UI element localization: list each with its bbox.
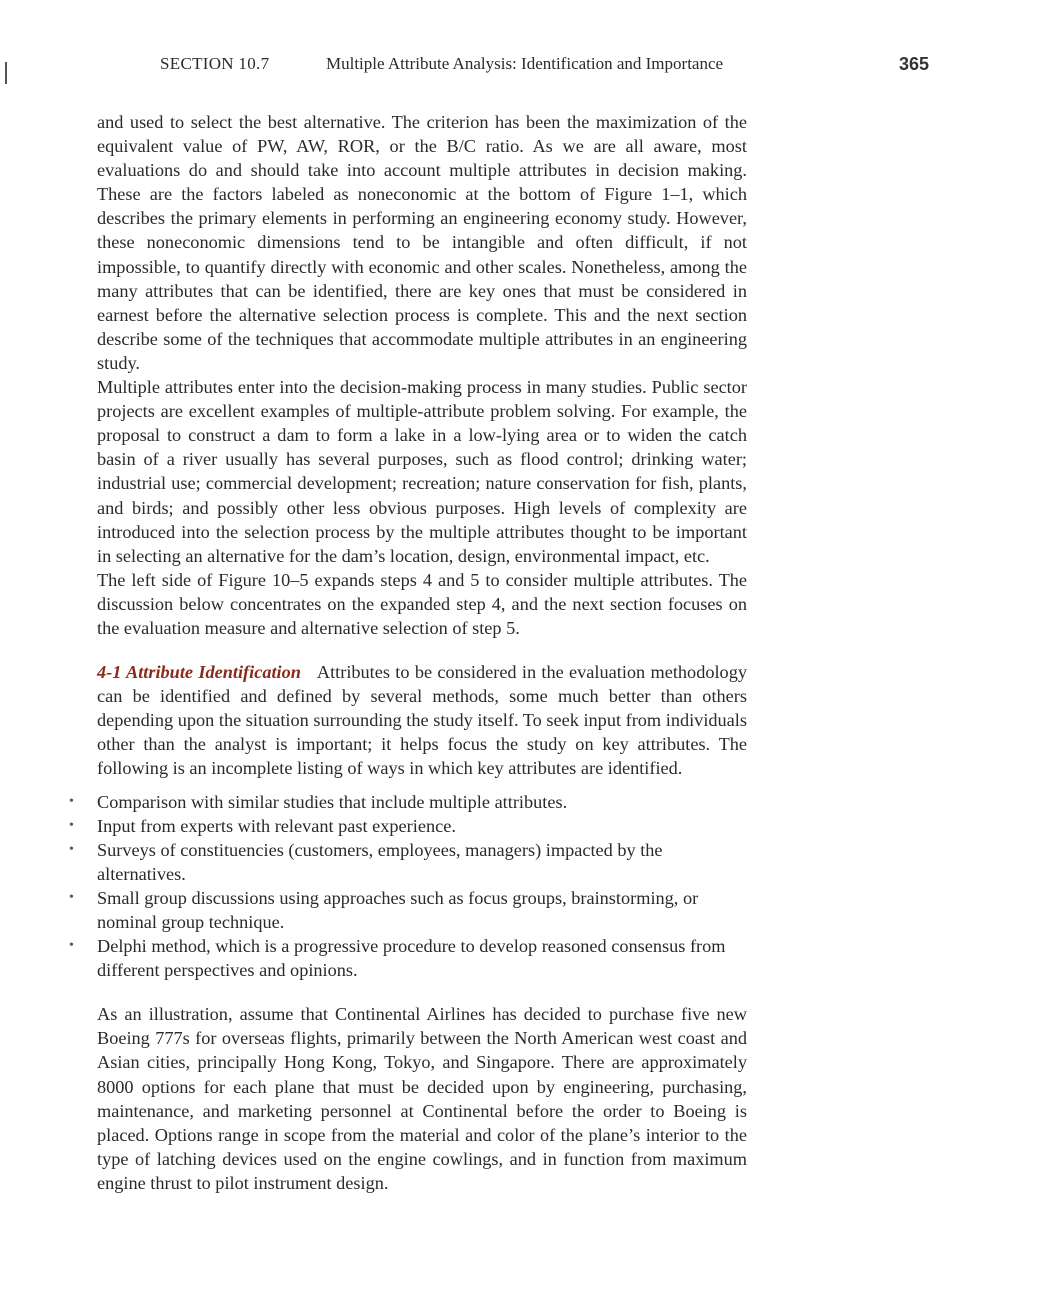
list-item — [69, 934, 747, 982]
running-head — [0, 52, 1040, 76]
paragraph-4-text: Attributes to be considered in the evaluation methodology can be identified and defined by several methods, some much better than others depending upon the situation surrounding the study itself. To seek input from individuals other than the analyst is important; it helps focus the study on key attributes. The following is an incomplete listing of ways in which key attributes are identified. — [97, 662, 747, 779]
bullet-icon: • — [69, 938, 74, 954]
paragraph-5-text: As an illustration, assume that Continental Airlines has decided to purchase five new Boeing 777s for overseas flights, primarily between the North American west coast and Asian cities, principally Hong Kong, Tokyo, and Singapore. There are approximately 8000 options for each plane that must be decided upon by engineering, purchasing, maintenance, and marketing personnel at Continental before the order to Boeing is placed. Options range in scope from the material and color of the plane’s interior to the type of latching devices used on the engine cowlings, and in function from maximum engine thrust to pilot instrument design. — [97, 1004, 747, 1193]
list-item-text: Input from experts with relevant past experience. — [97, 815, 456, 836]
section-label: SECTION 10.7 — [160, 54, 270, 73]
body-text — [69, 110, 747, 1195]
list-item-text: Surveys of constituencies (customers, employees, managers) impacted by the alternatives. — [97, 839, 663, 884]
paragraph-2-text: Multiple attributes enter into the decision-making process in many studies. Public sector projects are excellent examples of multiple-attribute problem solving. For example, the proposal to construct a dam to form a lake in a low-lying area or to widen the catch basin of a river usually has several purposes, such as flood control; drinking water; industrial use; commercial development; recreation; nature conservation for fish, plants, and birds; and possibly other less obvious purposes. High levels of complexity are introduced into the selection process by the multiple attributes thought to be important in selecting an alternative for the dam’s location, design, environmental impact, etc. — [97, 377, 747, 566]
list-item — [69, 838, 747, 886]
bullet-icon: • — [69, 889, 74, 905]
subsection-heading: 4-1 Attribute Identification — [97, 662, 301, 683]
list-item-text: Small group discussions using approaches such as focus groups, brainstorming, or nominal group technique. — [97, 887, 699, 932]
list-item — [69, 790, 747, 814]
paragraph-1: and used to select the best alternative. The criterion has been the maximization of the equivalent value of PW, AW, ROR, or the B/C ratio. As we are all aware, most evaluations do and should take into account multiple attributes in decision making. These are the factors labeled as noneconomic at the bottom of Figure 1–1, which describes the primary elements in performing an engineering economy study. However, these noneconomic dimensions tend to be intangible and often difficult, if not impossible, to quantify directly with economic and other scales. Nonetheless, among the many attributes that can be identified, there are key ones that must be considered in earnest before the alternative selection process is complete. This and the next section describe some of the techniques that accommodate multiple attributes in an engineering study. — [97, 112, 747, 373]
paragraph-2 — [97, 375, 747, 568]
section-title: Multiple Attribute Analysis: Identification and Importance — [326, 54, 724, 73]
list-item-text: Comparison with similar studies that include multiple attributes. — [97, 791, 568, 812]
paragraph-3 — [97, 568, 747, 640]
list-item — [69, 886, 747, 934]
list-item — [69, 814, 747, 838]
bullet-icon: • — [69, 817, 74, 833]
bullet-icon: • — [69, 793, 74, 809]
paragraph-3-text: The left side of Figure 10–5 expands steps 4 and 5 to consider multiple attributes. The discussion below concentrates on the expanded step 4, and the next section focuses on the evaluation measure and alternative selection of step 5. — [97, 569, 747, 638]
paragraph-5 — [97, 1002, 747, 1195]
list-item-text: Delphi method, which is a progressive procedure to develop reasoned consensus from different perspectives and opinions. — [97, 936, 726, 981]
bullet-icon: • — [69, 841, 74, 857]
identification-methods-list — [69, 790, 747, 983]
paragraph-4 — [97, 660, 747, 780]
page-number: 365 — [899, 54, 930, 74]
